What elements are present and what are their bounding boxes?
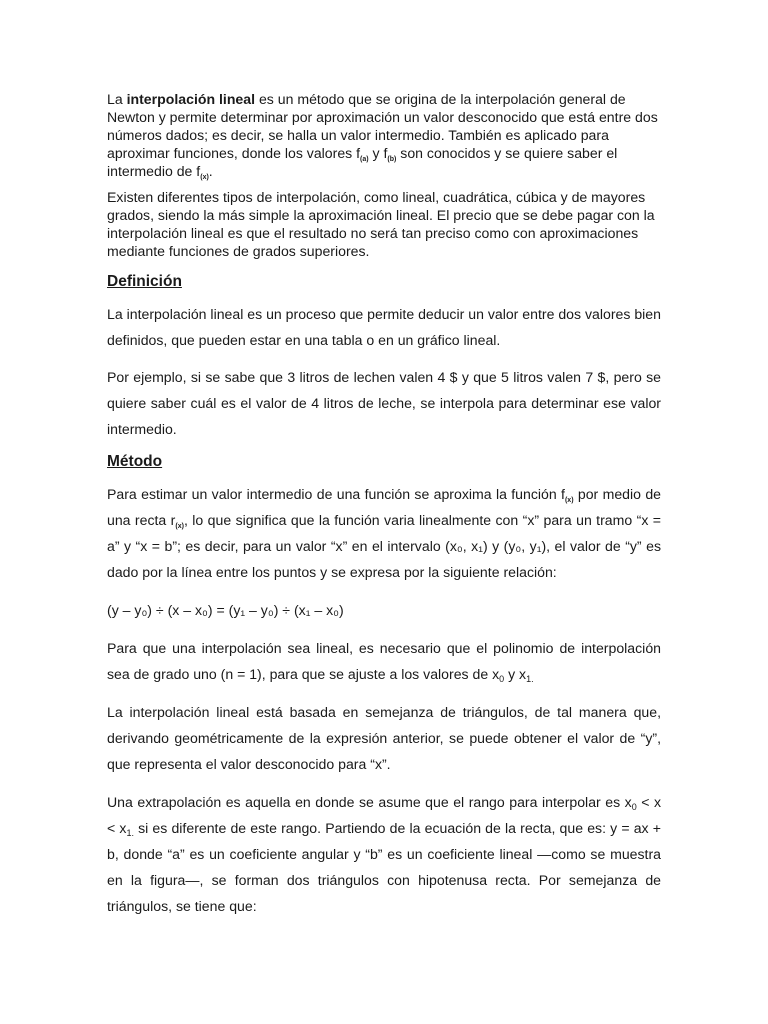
- paragraph-text: por medio de una recta r: [107, 486, 661, 528]
- intro-text: son conocidos y se quiere saber el intermedio de f: [107, 145, 618, 179]
- paragraph-text: , lo que significa que la función varia linealmente con “x” para un tramo “x = a” y “x = b”; es decir, para un valor “x” en el intervalo (x₀, x₁) y (y₀, y₁), el valor de “y” es dado por la línea entre los puntos y se expresa por la siguiente relación:: [107, 512, 662, 580]
- formula: (y – y₀) ÷ (x – x₀) = (y₁ – y₀) ÷ (x₁ – x₀): [107, 602, 344, 618]
- paragraph-text: Para que una interpolación sea lineal, es necesario que el polinomio de interpolación sea de grado uno (n = 1), para que se ajuste a los valores de x: [107, 640, 661, 682]
- subscript: (x): [200, 174, 209, 181]
- paragraph-text: y x: [504, 666, 527, 682]
- bold-term: interpolación lineal: [126, 91, 256, 107]
- intro-paragraph: [107, 90, 661, 180]
- intro-text: y f: [368, 145, 388, 161]
- section-heading-definicion: Definición: [107, 273, 182, 290]
- triangles-paragraph: La interpolación lineal está basada en semejanza de triángulos, de tal manera que, derivando geométricamente de la expresión anterior, se puede obtener el valor de “y”, que representa el valor desconocido para “x”.: [107, 704, 661, 772]
- subscript: 1.: [526, 674, 534, 684]
- paragraph-text: Una extrapolación es aquella en donde se asume que el rango para interpolar es x: [107, 794, 632, 810]
- extrapolation-paragraph: [107, 789, 661, 919]
- intro-text: .: [208, 163, 213, 179]
- paragraph-text: si es diferente de este rango. Partiendo de la ecuación de la recta, que es: y = ax + b, donde “a” es un coeficiente angular y “b” es un coeficiente lineal —como se muestra en la figura—, se forman dos triángulos con hipotenusa recta. Por semejanza de triángulos, se tiene que:: [107, 820, 661, 914]
- document-page: [107, 90, 661, 919]
- paragraph-text: < x < x: [107, 794, 662, 836]
- section-heading-metodo: Método: [107, 453, 163, 470]
- intro-paragraph-2: Existen diferentes tipos de interpolación, como lineal, cuadrática, cúbica y de mayores grados, siendo la más simple la aproximación lineal. El precio que se debe pagar con la interpolación lineal es que el resultado no será tan preciso como con aproximaciones mediante funciones de grados superiores.: [107, 189, 655, 259]
- subscript: 0: [631, 802, 637, 812]
- subscript: 0: [499, 674, 505, 684]
- example-paragraph: Por ejemplo, si se sabe que 3 litros de lechen valen 4 $ y que 5 litros valen 7 $, pero se quiere saber cuál es el valor de 4 litros de leche, se interpola para determinar ese valor intermedio.: [107, 369, 661, 437]
- subscript: (x): [564, 497, 574, 504]
- subscript: 1.: [126, 828, 134, 838]
- paragraph-text: Para estimar un valor intermedio de una función se aproxima la función f: [107, 486, 565, 502]
- method-paragraph: [107, 481, 661, 585]
- subscript: (b): [387, 156, 397, 163]
- intro-text: es un método que se origina de la interpolación general de Newton y permite determinar por aproximación un valor desconocido que está entre dos números dados; es decir, se halla un valor intermedio. También es aplicado para aproximar funciones, donde los valores f: [107, 91, 658, 161]
- linear-condition-paragraph: [107, 635, 661, 687]
- intro-text: La: [107, 91, 127, 107]
- definition-paragraph: La interpolación lineal es un proceso que permite deducir un valor entre dos valores bien definidos, que pueden estar en una tabla o en un gráfico lineal.: [107, 306, 661, 348]
- subscript: (x): [175, 523, 184, 530]
- subscript: (a): [360, 156, 369, 163]
